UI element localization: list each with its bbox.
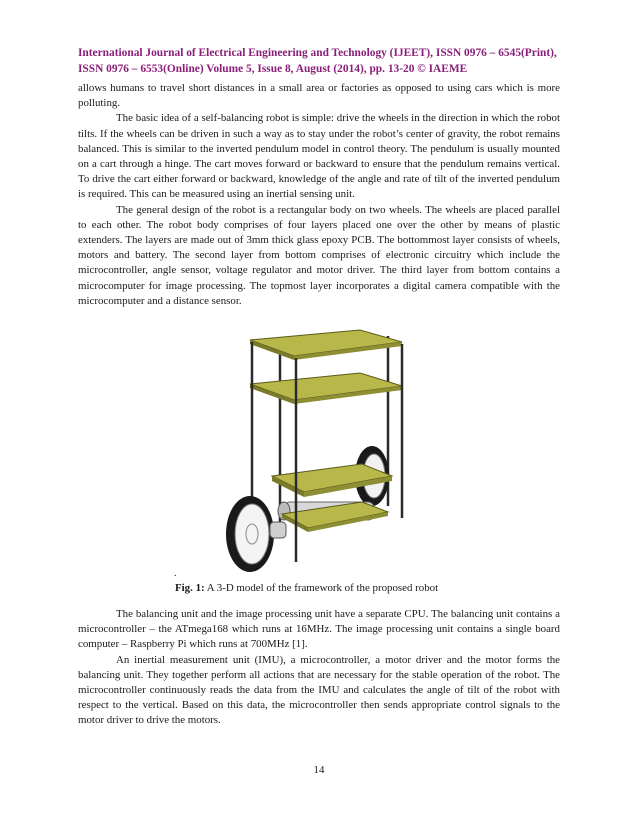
figure-caption	[175, 581, 438, 595]
header-line-2: ISSN 0976 – 6553(Online) Volume 5, Issue 8, August (2014), pp. 13-20 © IAEME	[78, 62, 468, 75]
body-text-top	[78, 81, 560, 309]
left-wheel-rim	[235, 504, 269, 564]
wheel-coupler	[270, 522, 286, 538]
page-number: 14	[313, 764, 325, 776]
paragraph: allows humans to travel short distances in a small area or factories as opposed to using cars which is more polluting.	[78, 82, 560, 110]
figure-label: Fig. 1:	[175, 582, 205, 594]
robot-model-illustration	[212, 326, 424, 574]
paragraph: The basic idea of a self-balancing robot is simple: drive the wheels in the direction in which the robot tilts. If the wheels can be driven in such a way as to stay under the robot’s center of gravity, the robot remains balanced. This is similar to the inverted pendulum model in control theory. The pendulum is usually mounted on a cart through a hinge. The cart moves forward or backward to ensure that the pendulum remains vertical. To drive the cart either forward or backward, knowledge of the angle and rate of tilt of the inverted pendulum is required. This can be measured using an inertial sensing unit.	[78, 112, 560, 201]
paragraph: The balancing unit and the image processing unit have a separate CPU. The balancing unit contains a microcontroller – the ATmega168 which runs at 16MHz. The image processing unit contains a single board computer – Raspberry Pi which runs at 700MHz [1].	[78, 608, 560, 651]
paragraph: An inertial measurement unit (IMU), a microcontroller, a motor driver and the motor forms the balancing unit. They together perform all actions that are necessary for the stable operation of the robot. The microcontroller continuously reads the data from the IMU and calculates the angle of tilt of the robot with respect to the vertical. Based on this data, the microcontroller then sends appropriate control signals to the motor driver to drive the motors.	[78, 653, 560, 727]
figure-caption-text: A 3-D model of the framework of the proposed robot	[204, 582, 439, 594]
robot-3d-model-figure	[212, 326, 424, 574]
paragraph: The general design of the robot is a rectangular body on two wheels. The wheels are placed parallel to each other. The robot body comprises of four layers placed one over the other by means of plastic extenders. The layers are made out of 3mm thick glass epoxy PCB. The bottommost layer consists of wheels, motors and battery. The second layer from bottom comprises of electronic circuitry which include the microcontroller, angle sensor, voltage regulator and motor driver. The third layer from bottom contains a microcomputer for image processing. The topmost layer incorporates a digital camera compatible with the microcomputer and a distance sensor.	[78, 203, 560, 307]
body-text-bottom	[78, 607, 560, 729]
journal-header	[78, 46, 564, 77]
header-line-1: International Journal of Electrical Engineering and Technology (IJEET), ISSN 0976 – 6545(Print),	[78, 47, 557, 59]
figure-dot: .	[174, 568, 177, 579]
